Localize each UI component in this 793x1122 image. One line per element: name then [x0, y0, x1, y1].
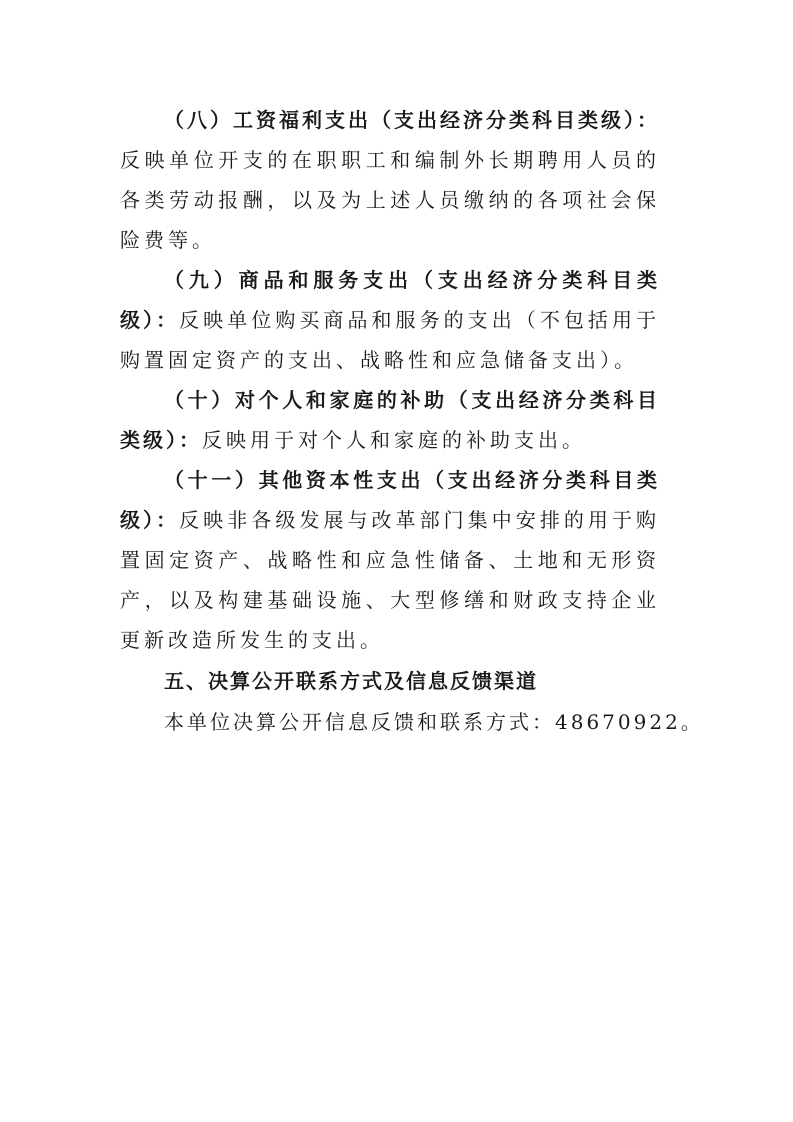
- document-page: [120, 100, 704, 742]
- paragraph-heading: （十）对个人和家庭的补助（支出经济分类科目类级）：: [120, 388, 660, 452]
- paragraph-heading: （九）商品和服务支出（支出经济分类科目类级）：: [120, 268, 660, 332]
- paragraph-heading: （十一）其他资本性支出（支出经济分类科目类级）：: [120, 468, 660, 532]
- paragraph-body: 反映用于对个人和家庭的补助支出。: [202, 428, 586, 452]
- paragraph-wage-welfare-expense: [120, 100, 660, 260]
- paragraph-individual-family-subsidy: [120, 380, 660, 460]
- paragraph-heading: （八）工资福利支出（支出经济分类科目类级）：: [164, 108, 660, 132]
- paragraph-body: 反映非各级发展与改革部门集中安排的用于购置固定资产、战略性和应急性储备、土地和无形资产，以及构建基础设施、大型修缮和财政支持企业更新改造所发生的支出。: [120, 508, 661, 652]
- contact-info: 本单位决算公开信息反馈和联系方式：48670922。: [164, 710, 704, 734]
- paragraph-body: 反映单位购买商品和服务的支出（不包括用于购置固定资产的支出、战略性和应急储备支出）。: [120, 308, 661, 372]
- paragraph-other-capital-expense: [120, 460, 660, 660]
- paragraph-body: 反映单位开支的在职职工和编制外长期聘用人员的各类劳动报酬，以及为上述人员缴纳的各项社会保险费等。: [120, 148, 660, 252]
- paragraph-goods-services-expense: [120, 260, 660, 380]
- section-title-contact: 五、决算公开联系方式及信息反馈渠道: [164, 669, 538, 693]
